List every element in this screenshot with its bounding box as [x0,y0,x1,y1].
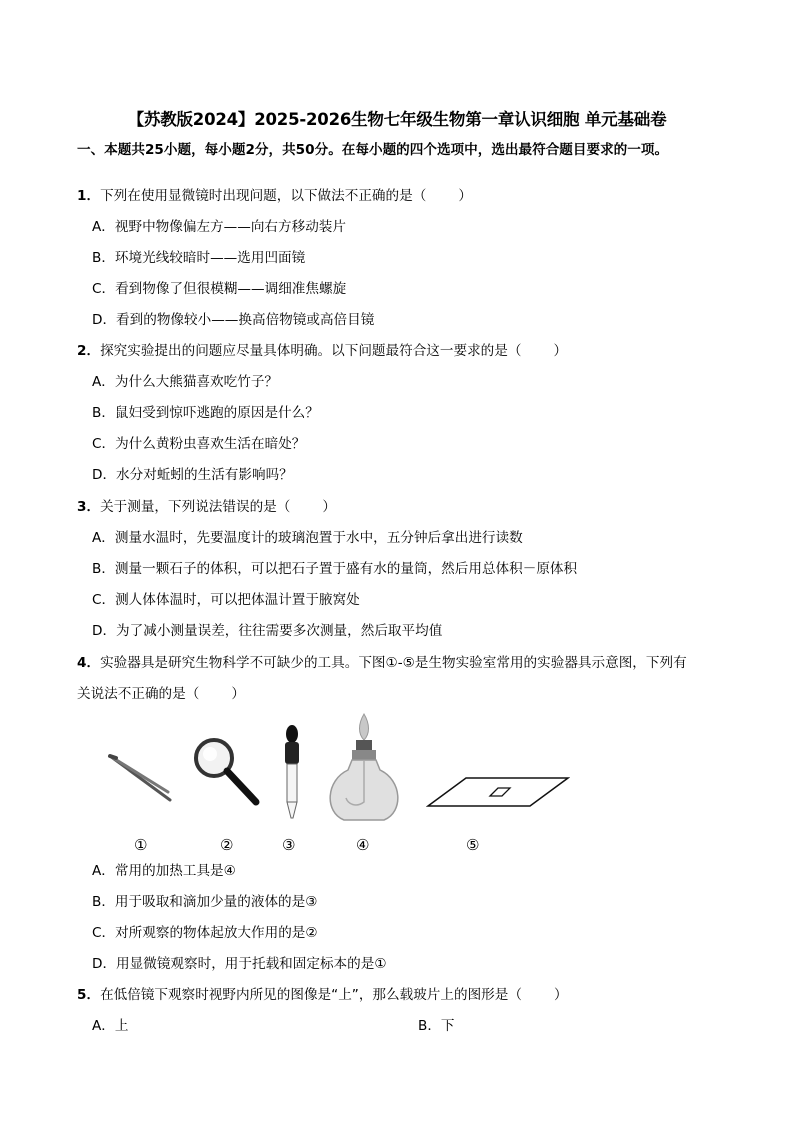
option-a: A．测量水温时，先要温度计的玻璃泡置于水中，五分钟后拿出进行读数 [92,530,523,546]
alcohol-lamp-icon [322,712,406,824]
question-stem: 实验器具是研究生物科学不可缺少的工具。下图①-⑤是生物实验室常用的实验器具示意图，下列有 [100,655,687,671]
question-number: 1． [77,188,101,204]
option-d: D．看到的物像较小——换高倍物镜或高倍目镜 [92,312,375,328]
question-1 [77,187,472,205]
option-a: A．为什么大熊猫喜欢吃竹子？ [92,374,279,390]
option-c: C．测人体体温时，可以把体温计置于腋窝处 [92,592,360,608]
question-stem: 在低倍镜下观察时视野内所见的图像是“上”，那么载玻片上的图形是（ [100,987,522,1003]
question-4-continued [77,685,245,703]
question-2 [77,342,567,360]
figure-label-1: ① [134,836,148,854]
question-paren-close: ） [322,499,336,515]
question-paren-close: ） [553,987,568,1003]
option-c: C．为什么黄粉虫喜欢生活在暗处？ [92,436,306,452]
figure-label-4: ④ [356,836,370,854]
question-number: 3． [77,499,101,515]
dropper-icon [280,724,304,820]
option-c: C．对所观察的物体起放大作用的是② [92,925,318,941]
option-b: B．下 [418,1018,455,1034]
question-paren-close: ） [458,188,472,204]
question-stem: 关于测量，下列说法错误的是（ [100,499,291,515]
page-title: 【苏教版2024】2025-2026生物七年级生物第一章认识细胞 单元基础卷 [127,110,667,129]
section-heading: 一、本题共25小题，每小题2分，共50分。在每小题的四个选项中，选出最符合题目要求的一项。 [77,142,669,158]
option-d: D．用显微镜观察时，用于托载和固定标本的是① [92,956,387,972]
question-number: 2． [77,343,101,359]
option-c: C．看到物像了但很模糊——调细准焦螺旋 [92,281,347,297]
question-paren-close: ） [553,343,568,359]
option-b: B．鼠妇受到惊吓逃跑的原因是什么？ [92,405,319,421]
glass-slide-icon [426,776,570,808]
tweezers-icon [106,748,176,808]
option-a: A．上 [92,1018,129,1034]
figure-label-5: ⑤ [466,836,480,854]
question-number: 4． [77,655,101,671]
question-stem: 下列在使用显微镜时出现问题，以下做法不正确的是（ [100,188,427,204]
question-number: 5． [77,987,101,1003]
question-3 [77,498,336,516]
question-stem: 探究实验提出的问题应尽量具体明确。以下问题最符合这一要求的是（ [100,343,522,359]
option-b: B．环境光线较暗时——选用凹面镜 [92,250,306,266]
option-d: D．水分对蚯蚓的生活有影响吗？ [92,467,293,483]
figure-label-2: ② [220,836,234,854]
option-b: B．测量一颗石子的体积，可以把石子置于盛有水的量筒，然后用总体积－原体积 [92,561,578,577]
question-stem-continued: 关说法不正确的是（ [77,686,200,702]
option-d: D．为了减小测量误差，往往需要多次测量，然后取平均值 [92,623,443,639]
question-paren-close: ） [231,686,245,702]
figure-label-3: ③ [282,836,296,854]
option-a: A．常用的加热工具是④ [92,863,236,879]
question-5 [77,986,568,1004]
question-4 [77,654,687,672]
magnifier-icon [190,734,262,810]
lab-equipment-figure [100,712,580,854]
option-a: A．视野中物像偏左方——向右方移动装片 [92,219,346,235]
option-b: B．用于吸取和滴加少量的液体的是③ [92,894,318,910]
